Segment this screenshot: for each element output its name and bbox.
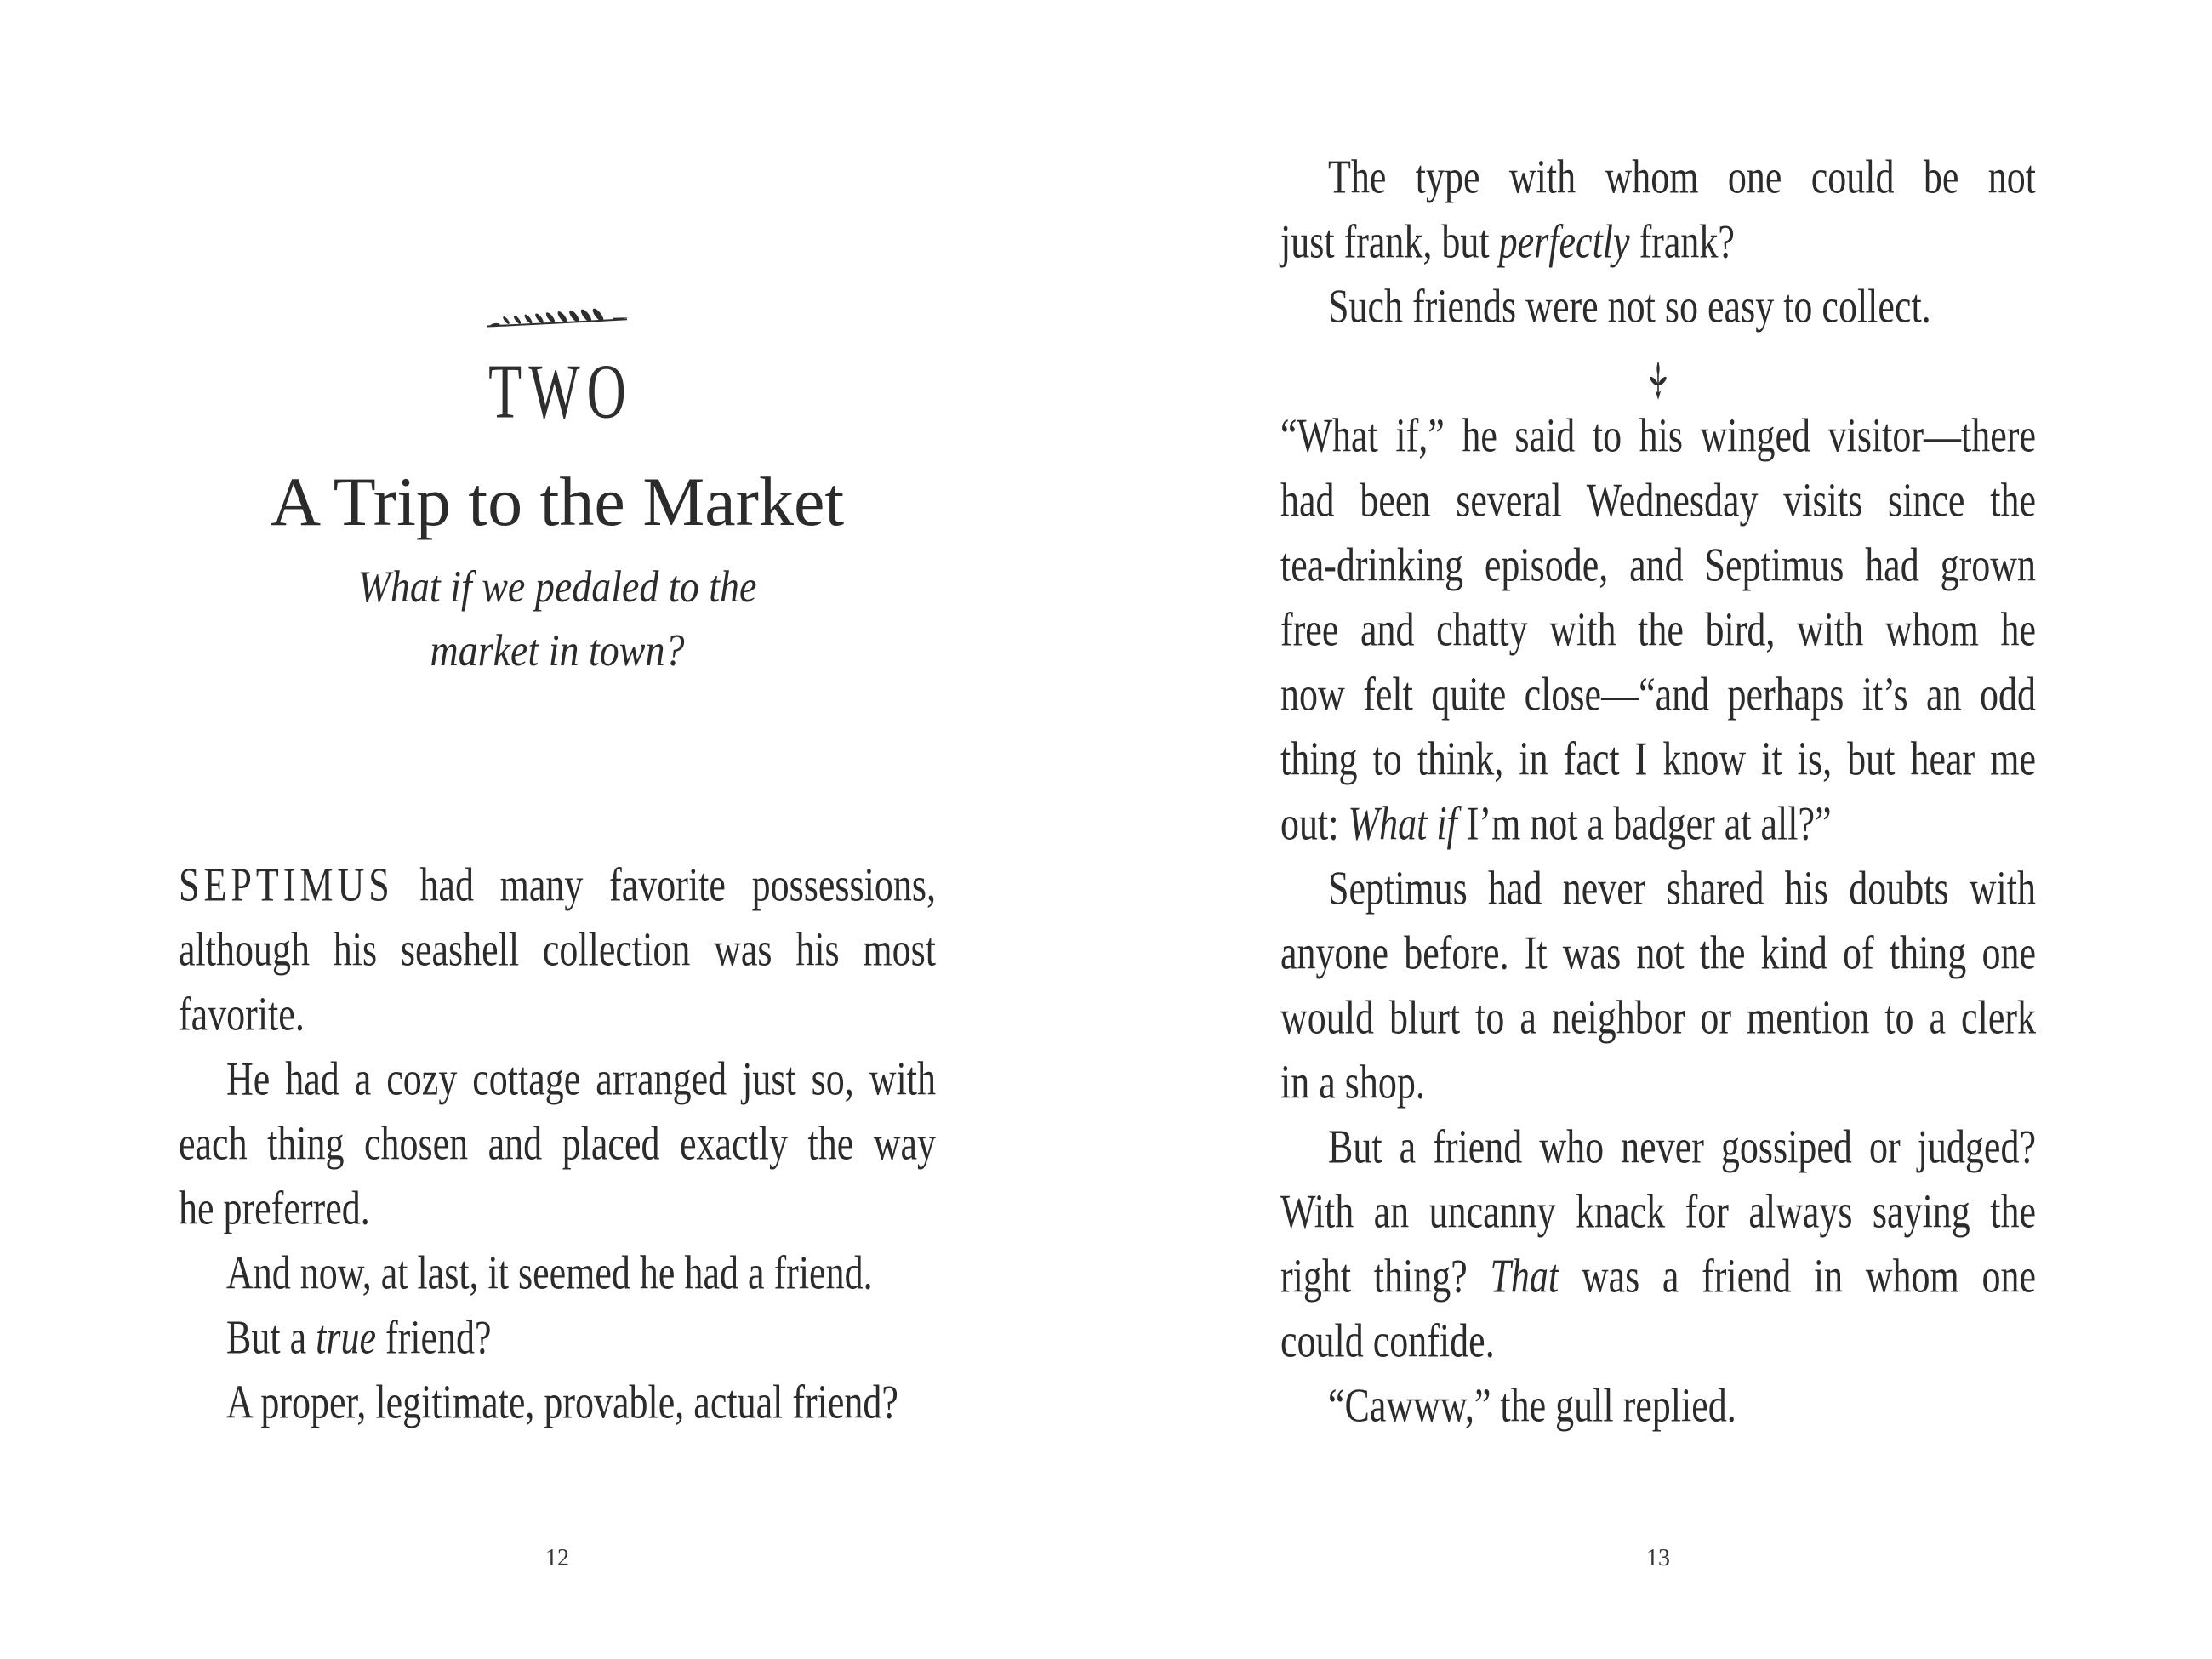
right-page: [1280, 0, 2036, 1659]
feather-sprig-icon: [179, 303, 936, 330]
text-line: would blurt to a neighbor or mention to a clerk: [1280, 990, 2036, 1045]
text-line: although his seashell collection was his most: [179, 922, 936, 977]
page-number-left: 12: [545, 1545, 569, 1571]
text-line: favorite.: [179, 987, 305, 1041]
left-page-body: [179, 857, 936, 1439]
text-line: out: What if I’m not a badger at all?”: [1280, 796, 1832, 851]
text-line: each thing chosen and placed exactly the way: [179, 1116, 936, 1171]
text-line: could confide.: [1280, 1314, 1495, 1368]
chapter-number-label: TWO: [488, 348, 633, 435]
text-line: Septimus had never shared his doubts with: [1328, 861, 2036, 915]
text-line: anyone before. It was not the kind of thing one: [1280, 926, 2036, 980]
text-line: Such friends were not so easy to collect.: [1328, 279, 1931, 334]
text-line: right thing? That was a friend in whom one: [1280, 1249, 2036, 1303]
text-line: With an uncanny knack for always saying the: [1280, 1184, 2036, 1239]
text-line: he preferred.: [179, 1181, 370, 1235]
page-number-right: 13: [1646, 1545, 1670, 1571]
chapter-epigraph: [179, 556, 936, 684]
text-line: The type with whom one could be not: [1328, 150, 2036, 204]
text-line: But a friend who never gossiped or judged?: [1328, 1120, 2036, 1174]
text-line: And now, at last, it seemed he had a friend.: [226, 1246, 873, 1300]
text-line: free and chatty with the bird, with whom he: [1280, 602, 2036, 657]
left-page: [179, 0, 936, 1659]
text-line: But a true friend?: [226, 1310, 492, 1365]
text-line: just frank, but perfectly frank?: [1280, 214, 1735, 269]
text-line: in a shop.: [1280, 1055, 1425, 1109]
text-line: had been several Wednesday visits since the: [1280, 473, 2036, 527]
text-line: tea-drinking episode, and Septimus had grown: [1280, 538, 2036, 592]
text-line: SEPTIMUS had many favorite possessions,: [179, 858, 936, 912]
text-line: thing to think, in fact I know it is, but hear me: [1280, 732, 2036, 786]
epigraph-line: What if we pedaled to the: [357, 561, 757, 612]
epigraph-line: market in town?: [430, 624, 685, 676]
text-line: A proper, legitimate, provable, actual friend?: [226, 1375, 898, 1429]
text-line: “What if,” he said to his winged visitor—there: [1280, 408, 2036, 463]
text-line: now felt quite close—“and perhaps it’s an odd: [1280, 667, 2036, 721]
text-line: “Cawww,” the gull replied.: [1328, 1378, 1736, 1433]
right-page-body: [1280, 149, 2036, 1442]
text-line: He had a cozy cottage arranged just so, with: [226, 1052, 936, 1106]
chapter-title: A Trip to the Market: [270, 463, 845, 540]
